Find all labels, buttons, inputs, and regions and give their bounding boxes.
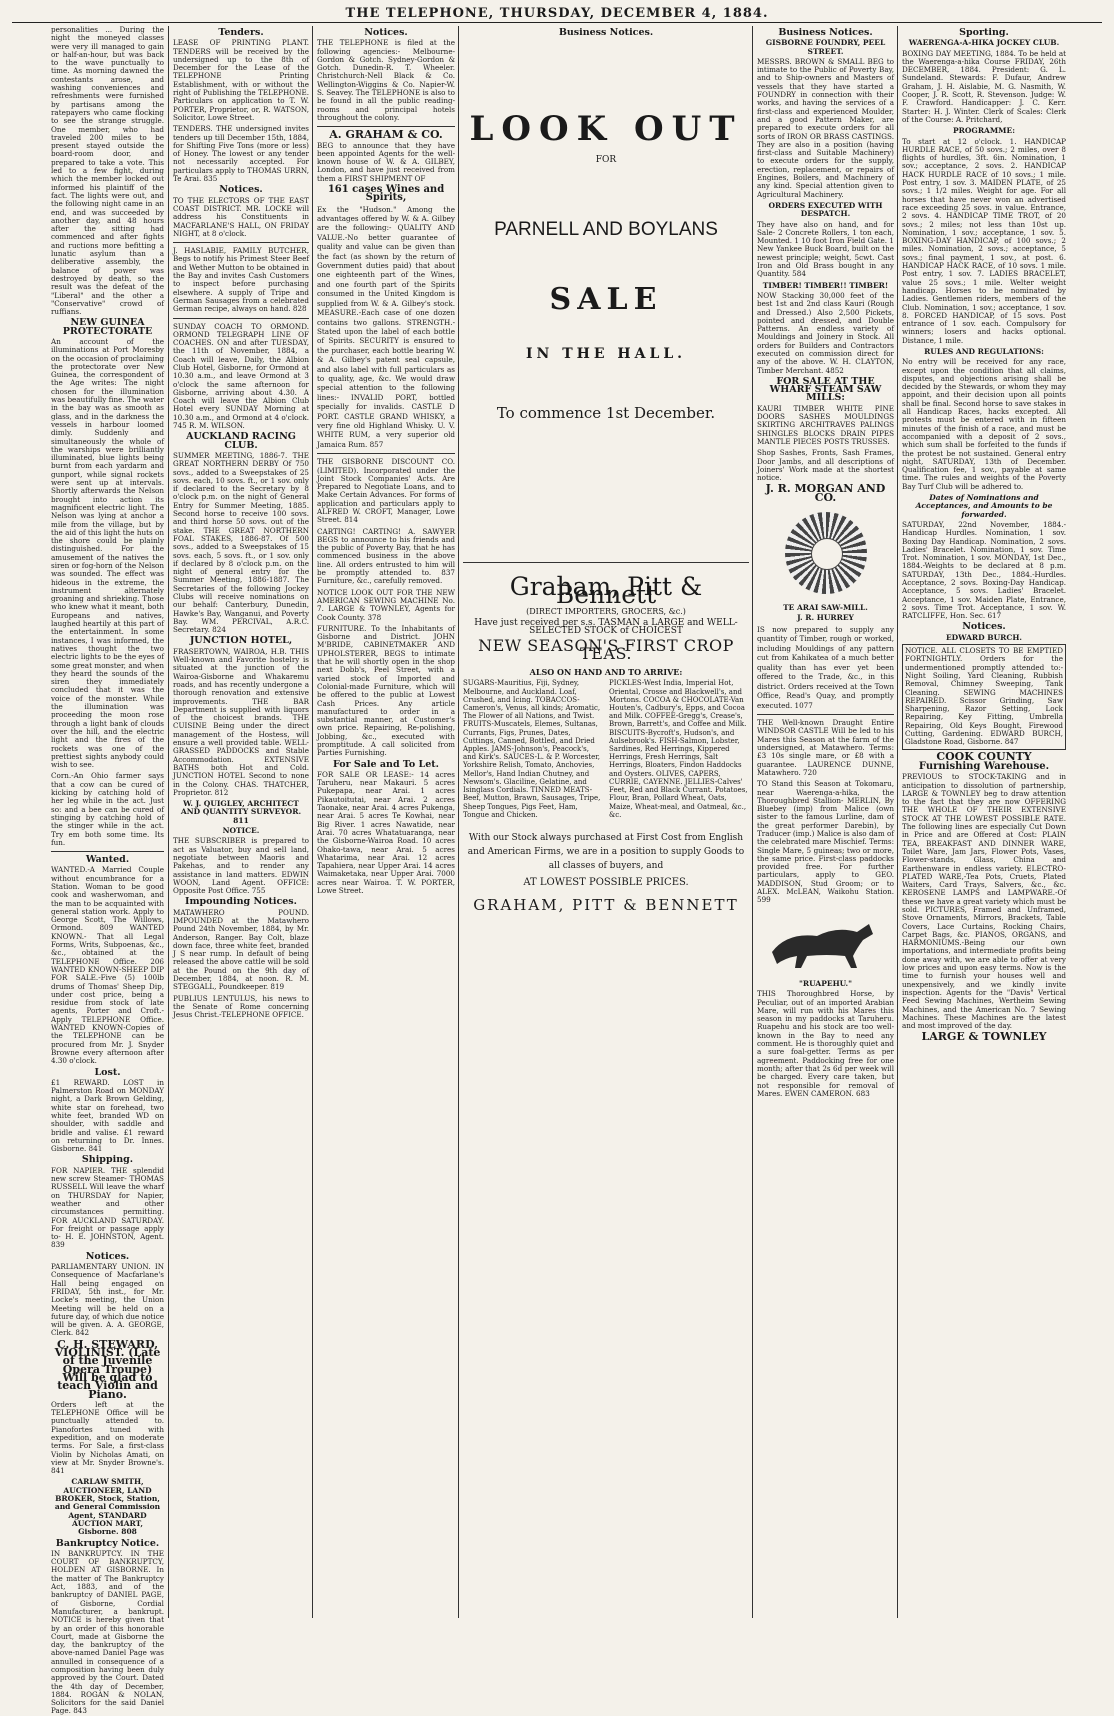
advert-text: FURNITURE. To the Inhabitants of Gisborne and District. JOHN M'BRIDE, CABINETMAKER AND UPHOLSTERER, BEGS to intimate that he will shortly open in the shop next Dobb's, Peel Street, with a varied stock of Imported and Colonial-made Furniture, which will be offered to the public at Lowest Cash Prices. Any article manufactured to order in a substantial manner, at Customer's own price. Repairing, Re-polishing, Jobbing, &c., executed with promptitude. A call solicited from Parties Furnishing.: [317, 623, 455, 758]
advert-title: LARGE & TOWNLEY: [921, 1030, 1047, 1044]
advert-title: J. R. MORGAN AND CO.: [765, 482, 886, 504]
advert-title: WAERENGA-A-HIKA JOCKEY CLUB.: [908, 38, 1060, 48]
advert-text: Shop Sashes, Fronts, Sash Frames, Door Jambs, and all descriptions of Joiners' Work made at the shortest notice.: [757, 448, 894, 483]
section-heading: Notices.: [364, 27, 408, 38]
section-heading: Tenders.: [218, 27, 264, 38]
section-heading: Wanted.: [85, 854, 130, 866]
section-heading: For Sale and To Let.: [333, 758, 439, 770]
advert-text: MESSRS. BROWN & SMALL BEG to intimate to the Public of Poverty Bay, and to Ship-owners and Masters of vessels that they have started a FOUNDRY in connection with their works, and having the services of a first-class and experienced Moulder, and a good Pattern Maker, are prepared to execute orders for all sorts of IRON OR BRASS CASTINGS. They are also in a position (having first-class and Suitable Machinery) to execute orders for the supply, erection, replacement, or repairs of Engines, Boilers, and Machinery of any kind. Special attention given to Agricultural Machinery.: [757, 56, 894, 199]
grocery-list-left: SUGARS-Mauritius, Fiji, Sydney, Melbourne, and Auckland. Loaf, Crushed, and Icing. TOBACCOS-Cameron's, Venus, all kinds; Aromatic, The Flower of all Nations, and Twist. FRUITS-Muscatels, Elemes, Sultanas, Currants, Figs, Prunes, Dates, Cuttings, Canned, Bottled, and Dried Apples. JAMS-Johnson's, Peacock's, and Kirk's. SAUCES-L. & P. Worcester, Yorkshire Relish, Tomato, Anchovies, Mellor's, Hand Indian Chutney, and Newsom's. Glaciline, Gelatine, and Isinglass Cordials. TINNED MEATS-Beef, Mutton, Brawn, Sausages, Tripe, Sheep Tongues, Pigs Feet, Ham, Tongue and Chicken.: [463, 679, 601, 819]
advert-text: FOR SALE OR LEASE:- 14 acres Taruheru, near Makauri. 5 acres Pukepapa, near Arai. 1 acres Pikautoitutai, near Arai. 2 acres Taonake, near Arai. 4 acres Pukenga, near Arai. 5 acres Te Kowhai, near Big River. 1 acres Nawatide, near Arai. 70 acres Whatatuaranga, near the Gisborne-Wairoa Road. 10 acres Ohako-tawa, near Arai. 5 acres Whatarima, near Arai. 12 acres Tapahiera, near Upper Arai. 14 acres Waimaketaka, near Upper Arai. 7000 acres near Wairoa. T. W. PORTER, Lowe Street.: [317, 769, 455, 896]
column-6: [899, 26, 1069, 1618]
column-divider: [897, 26, 898, 1618]
advert-title: RULES AND REGULATIONS:: [924, 346, 1044, 356]
advert-title: 161 cases Wines and Spirits,: [327, 184, 445, 204]
advert-text: LEASE OF PRINTING PLANT. TENDERS will be received by the undersigned up to the 8th of December for the Lease of the TELEPHONE Printing Establishment, with or without the right of Publishing the TELEPHONE. Particulars on application to T. W. PORTER, Proprietor, or, R. WATSON, Solicitor, Lowe Street.: [173, 38, 309, 122]
advert-text: THE TELEPHONE is filed at the following agencies:- Melbourne-Gordon & Gotch. Sydney-Gordon & Gotch. Dunedin-R. T. Wheeler. Christchurch-Nell Black & Co. Wellington-Wiggins & Co. Napier-W. S. Seavey. The TELEPHONE is also to be found in all the public reading-rooms and principal hotels throughout the colony.: [317, 38, 455, 122]
advert-title: ORDERS EXECUTED WITH DESPATCH.: [768, 200, 883, 219]
advert-text: TENDERS. THE undersigned invites tenders up till December 15th, 1884, for Shifting Five Tons (more or less) of Honey. The lowest or any tender not necessarily accepted. For particulars apply to THOMAS URRN, Te Arai. 835: [173, 124, 309, 184]
article-text: Corn.-An Ohio farmer says that a cow can be cured of kicking by catching hold of her leg while in the act. Just so: and a bee can be cured of stinging by catching hold of the stinger while in the act. Try em both some time. Its fun.: [51, 771, 164, 847]
section-heading: NEW GUINEA PROTECTORATE: [62, 317, 153, 337]
advert-title: NOTICE.: [222, 826, 260, 836]
advert-text: J. HASLABIE, FAMILY BUTCHER, Begs to notify his Primest Steer Beef and Wether Mutton to be obtained in the Bay and invites Cash Customers to inspect before purchasing elsewhere. A supply of Tripe and German Sausages from a celebrated German recipe, always on hand. 828: [173, 246, 309, 314]
section-heading: Lost.: [94, 1066, 121, 1078]
commence-date: To commence 1st December.: [496, 403, 716, 422]
advert-text: Orders left at the TELEPHONE Office will be punctually attended to. Pianofortes tuned with expedition, and on moderate terms. For Sale, a first-class Violin by Nicholas Amati, on view at Mr. Snyder Browne's. 841: [51, 1399, 164, 1476]
column-2: [170, 26, 312, 1618]
advert-text: £1 REWARD. LOST in Palmerston Road on MONDAY night, a Dark Brown Gelding, white star on forehead, two white feet, branded WD on shoulder, with saddle and bridle and valise. £1 reward on returning to Dr. Innes. Gisborne. 841: [51, 1077, 164, 1154]
section-heading: Business Notices.: [558, 27, 654, 38]
advert-title: CARLAW SMITH, AUCTIONEER, LAND BROKER, Stock, Station, and General Commission Agent, STANDARD AUCTION MART, Gisborne. 808: [54, 1477, 161, 1537]
section-heading: Notices.: [962, 621, 1006, 633]
advert-text: SUMMER MEETING, 1886-7. THE GREAT NORTHERN DERBY Of 750 sovs., added to a Sweepstakes of 25 sovs. each, 10 sovs. ft., or 1 sov. only if declared to the Secretary by 8 o'clock p.m. on the night of General Entry for Summer Meeting, 1885. Second horse to receive 100 sovs. and third horse 50 sovs. out of the stake. THE GREAT NORTHERN FOAL STAKES, 1886-87. Of 500 sovs., added to a Sweepstakes of 15 sovs. each, 5 sovs. ft., or 1 sov. only if declared by 8 o'clock p.m. on the night of general entry for the Summer Meeting, 1886-1887. The Secretaries of the following Jockey Clubs will receive nominations on our behalf: Canterbury, Dunedin, Hawke's Bay, Wanganui, and Poverty Bay. WM. PERCIVAL, A.R.C. Secretary. 824: [173, 450, 309, 635]
also-label: ALSO ON HAND AND TO ARRIVE:: [529, 667, 683, 678]
advert-text: SUNDAY COACH TO ORMOND. ORMOND TELEGRAPH LINE OF COACHES. ON and after TUESDAY, the 11th of November, 1884, a Coach will leave, Daily, the Albion Club Hotel, Gisborne, for Ormond at 10.30 a.m., and leave Ormond at 3 o'clock the same afternoon for Gisborne, arriving about 4.30. A Coach will leave the Albion Club Hotel every SUNDAY Morning at 10.30 a.m., and Ormond at 4 o'clock. 745 R. M. WILSON.: [173, 321, 309, 431]
in-the-hall: IN THE HALL.: [525, 346, 687, 363]
lowest-prices: AT LOWEST POSSIBLE PRICES.: [523, 876, 689, 888]
advert-title: C. H. STEWARD, VIOLINIST. (Late of the Juvenile Opera Troupe) Will be glad to teach Violin and Piano.: [54, 1337, 161, 1401]
section-heading: Impounding Notices.: [185, 896, 297, 908]
advert-text: MATAWHERO POUND. IMPOUNDED at the Matawhero Pound 24th November, 1884, by Mr. Anderson, Ranger. Bay Colt, blaze down face, three white feet, branded J S near rump. In default of being released the above cattle will be sold at the Pound on the 9th day of December, 1884, at noon. R. M. STEGGALL, Poundkeeper. 819: [173, 907, 309, 992]
advert-text: PARLIAMENTARY UNION. IN Consequence of Macfarlane's Hall being engaged on FRIDAY, 5th inst., for Mr. Locke's meeting, the Union Meeting will be held on a future day, of which due notice will be given. A. A. GEORGE, Clerk. 842: [51, 1262, 164, 1338]
advert-text: IS now prepared to supply any quantity of Timber, rough or worked, including Mouldings of any pattern cut from Kahikatea of a much better quality than has ever yet been offered to the Trade, &c., in this district. Orders received at the Town Office, Read's Quay, and promptly executed. 1077: [757, 624, 894, 710]
advert-title: A. GRAHAM & CO.: [329, 128, 443, 142]
column-divider: [312, 26, 313, 1618]
advert-title: J. R. HURREY: [797, 613, 854, 623]
advert-title: Furnishing Warehouse.: [918, 760, 1050, 772]
advert-title: TE ARAI SAW-MILL.: [783, 603, 868, 613]
advert-text: They have also on hand, and for Sale- 2 Concrete Rollers, 1 ton each, Mounted. 1 10 foot Iron Field Gate. 1 New Yankee Buck Board, built on the newest principle; weight, 5cwt. Cast Iron and Old Brass bought in any Quantity. 584: [757, 219, 894, 279]
section-heading: Notices.: [219, 184, 263, 196]
column-1: [48, 25, 167, 1716]
advert-text: Ex the "Hudson." Among the advantages offered by W. & A. Gilbey are the following:- QUALITY AND VALUE.-No better guarantee of quality and value can be given than the fact (as shown by the return of Government duties paid) that about one eighteenth part of the Wines, and one fourth part of the Spirits consumed in the United Kingdom is supplied from W. & A. Gilbey's stock. MEASURE.-Each case of one dozen contains two gallons. STRENGTH.-Stated upon the label of each bottle of Spirits. SECURITY is ensured to the purchaser, each bottle bearing W. & A. Gilbey's patent seal capsule, and also label with full particulars as to quality, age, &c. We would draw special attention to the following lines:- INVALID PORT, bottled specially for invalids. CASTLE D PORT. CASTLE GRAND WHISKY, a very fine old Highland Whisky. U. V. WHITE RUM, a very superior old Jamaica Rum. 857: [317, 204, 455, 449]
saw-blade-icon: [785, 512, 867, 594]
advert-text: BEG to announce that they have been appointed Agents for the well-known house of W. & A. GILBEY, London, and have just received from them a FIRST SHIPMENT OF: [317, 140, 455, 183]
section-heading: Bankruptcy Notice.: [55, 1537, 160, 1549]
advert-text: To start at 12 o'clock. 1. HANDICAP HURDLE RACE, of 50 sovs.; 2 miles, over 8 flights of hurdles, 3ft. 6in. Nomination, 1 sov.; acceptance, 2 sovs. 2. HANDICAP HACK HURDLE RACE of 10 sovs.; 1 mile. Post entry, 1 sov. 3. MAIDEN PLATE, of 25 sovs.; 1 1/2 miles. Weight for age. For all horses that have never won an advertised race exceeding 25 sovs. in value. Entrance, 2 sovs. 4. HANDICAP TIME TROT, of 20 sovs.; 2 miles; not less than 10st up. Nomination, 1 sov.; acceptance, 1 sov. 5. BOXING-DAY HANDICAP, of 100 sovs.; 2 miles. Nomination, 2 sovs.; acceptance, 5 sovs.; final payment, 1 sov., at post. 6. HANDICAP HACK RACE, of 10 sovs. 1 mile. Post entry, 1 sov. 7. LADIES BRACELET, value 25 sovs.; 1 mile. Welter weight handicap. Horses to be nominated by Ladies. Gentlemen riders, members of the Club. Nomination, 1 sov.; acceptance, 1 sov. 8. FORCED HANDICAP, of 15 sovs. Post entrance of 1 sov. each. Compulsory for winners; losers and hacks optional. Distance, 1 mile.: [902, 136, 1066, 345]
advert-text: THE SUBSCRIBER is prepared to act as Valuator, buy and sell land, negotiate between Maoris and Pakehas, and to render any assistance in land matters. EDWIN WOON, Land Agent. OFFICE: Opposite Post Office. 755: [173, 836, 309, 896]
graham-footer: GRAHAM, PITT & BENNETT: [473, 896, 739, 915]
advert-text: TO THE ELECTORS OF THE EAST COAST DISTRICT. MR. LOCKE will address his Constituents in MACFARLANE'S HALL, ON FRIDAY NIGHT, at 8 o'clock.: [173, 195, 309, 238]
for-label: FOR: [595, 154, 617, 165]
advert-text: NOTICE. ALL CLOSETS TO BE EMPTIED FORTNIGHTLY. Orders for the undermentioned promptly attended to:- Night Soiling, Yard Cleaning, Rubbish Removal, Chimney Sweeping, Tank Cleaning. SEWING MACHINES REPAIRED. Scissor Grinding, Saw Sharpening, Razor Setting, Lock Repairing, Key Fitting, Umbrella Repairing, Old Keys Bought, Firewood Cutting, Gardening. EDWARD BURCH, Gladstone Road, Gisborne. 847: [902, 644, 1066, 750]
column-divider: [752, 26, 753, 1618]
advert-text: NOTICE LOOK OUT FOR THE NEW AMERICAN SEWING MACHINE No. 7. LARGE & TOWNLEY, Agents for Cook County. 378: [317, 587, 455, 622]
advert-text: No entry will be received for any race, except upon the condition that all claims, disputes, and objections arising shall be decided by the Stewards, or whom they may appoint, and their decision upon all points shall be final. Second horse to save stakes in all Handicap Races, hacks excepted. All protests must be entered with in fifteen minutes of the finish of a race, and must be accompanied with a deposit of 2 sovs., which sum shall be forfeited to the funds if the protest be not sustained. General entry night, SATURDAY, 13th of December. Qualification fee, 1 sov., payable at same time. The rules and weights of the Poverty Bay Turf Club will be adhered to.: [902, 357, 1066, 491]
advert-title: PROGRAMME:: [953, 126, 1015, 136]
advert-text: BOXING DAY MEETING, 1884. To be held at the Waerenga-a-hika Course FRIDAY, 26th DECEMBER, 1884. President: G. L. Sundeland. Stewards: F. Dufaur, Andrew Graham, J. H. Aislabie, M. G. Nasmith, W. Cooper, J. R. Scott, R. Stevenson. Judge: W. F. Crawford. Handicapper: J. C. Kerr. Starter: H. J. Winter. Clerk of Scales: Clerk of the Course: A. Pritchard,: [902, 48, 1066, 124]
advert-title: Dates of Nominations and Acceptances, and Amounts to be forwarded.: [915, 493, 1053, 519]
section-heading: Sporting.: [959, 27, 1009, 38]
advert-text: IN BANKRUPTCY. IN THE COURT OF BANKRUPTCY, HOLDEN AT GISBORNE. In the matter of The Bankruptcy Act, 1883, and of the bankruptcy of DANIEL PAGE, of Gisborne, Cordial Manufacturer, a bankrupt. NOTICE is hereby given that by an order of this honorable Court, made at Gisborne the day, the bankruptcy of the above-named Daniel Page was annulled in consequence of a composition having been duly approved by the Court. Dated the 4th day of December, 1884. ROGAN & NOLAN, Solicitors for the said Daniel Page. 843: [51, 1548, 164, 1716]
advert-title: "RUAPEHU.": [798, 978, 853, 988]
advert-text: CARTING! CARTING! A. SAWYER BEGS to announce to his friends and the public of Poverty Bay, that he has commenced business in the above line. All orders entrusted to him will be promptly attended to. 837 Furniture, &c., carefully removed.: [317, 526, 455, 586]
column-divider: [458, 26, 459, 1618]
teas-headline: NEW SEASON'S FIRST CROP TEAS.: [478, 635, 734, 663]
column-5: [754, 26, 897, 1618]
section-heading: JUNCTION HOTEL,: [189, 635, 293, 647]
advert-title: EDWARD BURCH.: [945, 632, 1023, 642]
graham-pitt-title: Graham, Pitt & Bennett: [509, 572, 703, 610]
masthead: THE TELEPHONE, THURSDAY, DECEMBER 4, 1884.: [345, 6, 769, 21]
purchased-text: With our Stock always purchased at First Cost from English and American Firms, we are in a position to supply Goods to all classes of buyers, and: [467, 832, 745, 871]
importers-label: (DIRECT IMPORTERS, GROCERS, &c.): [526, 606, 686, 616]
parnell-title: PARNELL AND BOYLANS: [494, 218, 718, 240]
section-heading: Notices.: [85, 1250, 130, 1262]
article-text: An account of the illuminations at Port Moresby on the occasion of proclaiming the protectorate over New Guinea, the correspondent of the Age writes: The night chosen for the illumination was beautifully fine. The water in the bay was as smooth as glass, and in the darkness the vessels in harbour loomed dimly. Suddenly and simultaneously the whole of the warships were brilliantly illuminated, blue lights being burnt from each yardarm and gunport, while signal rockets were sent up at intervals. Shortly afterwards the Nelson brought into action its magnificent electric light. The Nelson was lying at anchor a mile from the village, but by the aid of this light the huts on the shore could be plainly distinguished. For the amusement of the natives the siren or fog-horn of the Nelson was sounded. The effect was hideous in the extreme, the instrument alternately groaning and shrieking. Those who knew what it meant, both Europeans and natives, laughed heartily at this part of the entertainment. In some instances, I was informed, the natives thought the two electric lights to be the eyes of some great monster, and when they heard the sounds of the siren they immediately concluded that it was the voice of the monster. While the illumination was proceeding the moon rose through a light bank of clouds over the hill, and the electric light and the fires of the rockets was one of the prettiest sights anybody could wish to see.: [51, 336, 164, 770]
horse-icon: [757, 912, 887, 972]
advert-text: FOR NAPIER. THE splendid new screw Steamer- THOMAS RUSSELL Will leave the wharf on THURSDAY for Napier, weather and other circumstances permitting. FOR AUCKLAND SATURDAY. For freight or passage apply to- H. E. JOHNSTON, Agent. 839: [51, 1165, 164, 1250]
section-heading: Shipping.: [81, 1154, 134, 1166]
lookout-headline: LOOK OUT: [469, 109, 743, 150]
advert-text: THIS Thoroughbred Horse, by Peculiar, out of an imported Arabian Mare, will run with his Mares this season in my paddocks at Taruheru. Ruapehu and his stock are too well-known in the Bay to need any comment. He is thoroughly quiet and a sure foal-getter. Terms as per agreement. Paddocking free for one month; after that 2s 6d per week will be charged. Every care taken, but not responsible for removal of Mares. EWEN CAMERON. 683: [757, 989, 894, 1098]
advert-text: FRASERTOWN, WAIROA, H.B. THIS Well-known and Favorite hostelry is situated at the junction of the Wairoa-Gisborne and Whakaremu roads, and has recently undergone a thorough renovation and extensive improvements. THE BAR Department is supplied with liquors of the choicest brands. THE CUISINE Being under the direct management of the Hostess, will ensure a well provided table. WELL-GRASSED PADDOCKS and Stable Accommodation. EXTENSIVE BATHS both Hot and Cold. JUNCTION HOTEL Second to none in the Colony. CHAS. THATCHER, Proprietor. 812: [173, 646, 309, 797]
column-3: [314, 26, 458, 1618]
advert-text: THE GISBORNE DISCOUNT CO. (LIMITED). Incorporated under the Joint Stock Companies' Acts. Are Prepared to Negotiate Loans, and to Make Certain Advances. For forms of application and particulars apply to ALFRED W. CROFT, Manager, Lowe Street. 814: [317, 457, 455, 525]
advert-text: PUBLIUS LENTULUS, his news to the Senate of Rome concerning Jesus Christ.-TELEPHONE OFFICE.: [173, 993, 309, 1020]
advert-text: WANTED.-A Married Couple without encumbrance for a Station. Woman to be good cook and washerwoman, and the man to be acquainted with general station work. Apply to George Scott, The Willows, Ormond. 809 WANTED KNOWN.- That all Legal Forms, Writs, Subpoenas, &c., &c., obtained at the TELEPHONE Office. 206 WANTED KNOWN-SHEEP DIP FOR SALE.-Five (5) 100lb drums of Thomas' Sheep Dip, under cost price, being a residue from stock of late agents, Porter and Croft.-Apply TELEPHONE Office. WANTED KNOWN-Copies of the TELEPHONE can be procured from Mr. J. Snyder Browne every afternoon after 4.30 o'clock.: [51, 865, 164, 1066]
advert-text: KAURI TIMBER WHITE PINE DOORS SASHES MOULDINGS SKIRTING ARCHITRAVES PALINGS SHINGLES BLOCKS DRAIN PIPES MANTLE PIECES POSTS TRUSSES.: [757, 403, 894, 446]
advert-text: THE Well-known Draught Entire WINDSOR CASTLE Will be led to his Mares this Season at the farm of the undersigned, at Matawhero. Terms: £3 10s single mare, or £8 with a guarantee. LAURENCE DUNNE, Matawhero. 720: [757, 718, 894, 777]
advert-title: GISBORNE FOUNDRY, PEEL STREET.: [765, 38, 886, 56]
grocery-list-right: PICKLES-West India, Imperial Hot, Oriental, Crosse and Blackwell's, and Mortons. COCOA & CHOCOLATE-Van Houten's, Cadbury's, Epps, and Cocoa and Milk. COFFEE-Gregg's, Crease's, Brown, Barrett's, and Coffee and Milk. BISCUITS-Bycroft's, Hudson's, and Aulsebrook's. FISH-Salmon, Lobster, Sardines, Red Herrings, Kippered Herrings, Fresh Herrings, Salt Herrings, Bloaters, Findon Haddocks and Oysters. OLIVES, CAPERS, CURRIE, CAYENNE. JELLIES-Calves' Feet, Red and Black Currant. Potatoes, Flour, Bran, Pollard Wheat, Oats, Maize, Wheat-meal, and Oatmeal, &c., &c.: [609, 679, 748, 819]
advert-title: W. J. QUIGLEY, ARCHITECT AND QUANTITY SURVEYOR. 811: [180, 799, 302, 825]
advert-title: FOR SALE AT THE WHARF STEAM SAW MILLS:: [769, 375, 882, 404]
section-heading: Business Notices.: [778, 27, 873, 38]
received-text: Have just received per s.s. TASMAN a LARGE and WELL-SELECTED STOCK of CHOICEST: [474, 617, 738, 637]
sale-headline: SALE: [549, 282, 663, 318]
advert-text: PREVIOUS to STOCK-TAKING and in anticipation to dissolution of partnership, LARGE & TOWNLEY beg to draw attention to the fact that they are now OFFERING THE WHOLE OF THEIR EXTENSIVE STOCK AT THE LOWEST POSSIBLE RATE. The following lines are especially Cut Down in Price and are Offered at Cost: PLAIN TEA, BREAKFAST AND DINNER WARE, Toilet Ware, Jam Jars, Flower Pots, Vases, Flower-stands, Glass, China and Earthenware in endless variety. ELECTRO-PLATED WARE,-Tea Pots, Cruets, Plated Waiters, Card Trays, Salvers, &c., &c. KEROSENE LAMPS and LAMPWARE.-Of these we have a great variety which must be sold. PICTURES, Framed and Unframed, Stove Ornaments, Mirrors, Brackets, Table Covers, Lace Curtains, Rocking Chairs, Carpet Bags, &c. PIANOS, ORGANS, and HARMONIUMS.-Being our own importations, and intermediate profits being done away with, we are able to offer at very low prices and upon easy terms. Now is the time to furnish your houses well and unexpensively, and we kindly invite inspection. Agents for the "Davis" Vertical Feed Sewing Machines, Wertheim Sewing Machines, and the American No. 7 Sewing Machines. These Machines are the latest and most improved of the day.: [902, 772, 1066, 1031]
advert-text: SATURDAY, 22nd November, 1884.-Handicap Hurdles. Nomination, 1 sov. Boxing Day Handicap. Nomination, 2 sovs. Ladies' Bracelet. Nomination, 1 sov. Time Trot. Nomination, 1 sov. MONDAY, 1st Dec., 1884.-Weights to be declared at 8 p.m. SATURDAY, 13th Dec., 1884.-Hurdles. Acceptance, 2 sovs. Boxing-Day Handicap. Acceptance, 5 sovs. Ladies' Bracelet. Acceptance, 1 sov. Maiden Plate, Entrance, 2 sovs. Time Trot. Acceptance, 1 sov. W. RATCLIFFE, Hon. Sec. 617: [902, 519, 1066, 621]
advert-title: COOK COUNTY: [936, 749, 1032, 763]
article-text: personalities ... During the night the moneyed classes were very ill managed to gain or half-an-hour, but was back to the wave punctually to time. As morning dawned the contestants arose, and washing conveniences and refreshments were furnished by partisans among the ratepayers who came flocking to see the strange struggle. One member, who had traveled 200 miles to be present stayed outside the board-room door, and prepared to take a vote. This led to a few fight, during which the member locked out informed his plaintiff of the fact. The lights were out, and the following night came in an end, and was succeeded by another day, and 48 hours after the sitting had commenced and after fights and ructions more befitting a lunatic asylum than a deliberative assembly, the balance of power was destroyed by death, so the result was the defeat of the "Liberal" and the other a "Conservative" crowd of ruffians.: [51, 25, 164, 317]
advert-text: NOW Stacking 30,000 feet of the best 1st and 2nd class Kauri (Rough and Dressed.) Also 2,500 Pickets, pointed and dressed, and Double Patterns. An endless variety of Mouldings and Joinery in Stock. All orders for Builders and Contractors executed on commission direct for any of the above. W. H. CLAYTON, Timber Merchant. 4852: [757, 290, 894, 375]
center-column: [460, 26, 752, 1618]
advert-text: TO Stand this Season at Tokomaru, near Waerenga-a-hika, the Thoroughbred Stallion- MERLIN, By Bluebey (imp) from Malice (own sister to the famous Lurline, dam of the great performer Darebin), by Traducer (imp.) Malice is also dam of the celebrated mare Mischief. Terms: Single Mare, 5 guineas; two or more, the same price. First-class paddocks provided free. For further particulars, apply to GEO. MADDISON, Stud Groom; or to ALEX. McLEAN, Waikohu Station. 599: [757, 779, 894, 905]
masthead-rule: [12, 22, 1102, 23]
column-divider: [168, 26, 169, 1618]
section-heading: AUCKLAND RACING CLUB.: [186, 431, 296, 451]
advert-title: TIMBER! TIMBER!! TIMBER!: [762, 280, 889, 290]
